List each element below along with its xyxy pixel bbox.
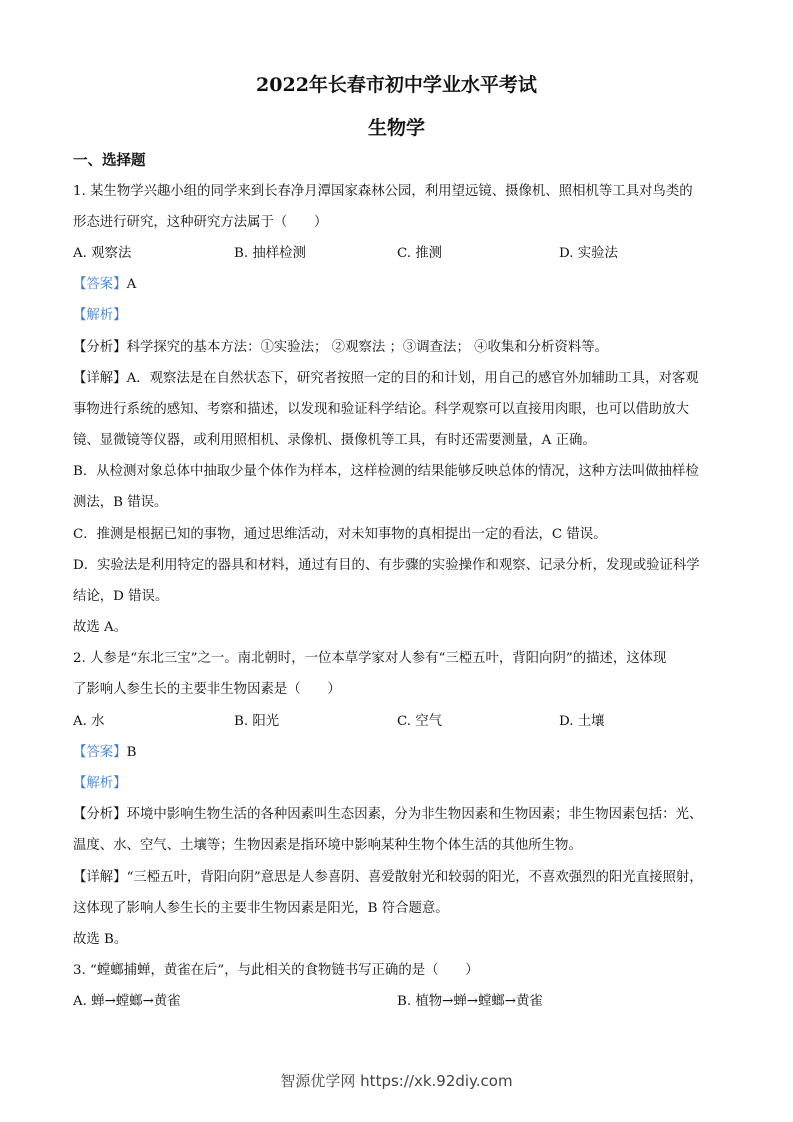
q2-option-c: C. 空气	[397, 714, 443, 729]
q2-option-b: B. 阳光	[234, 714, 280, 729]
q2-fenxi-line2: 温度、水、空气、土壤等；生物因素是指环境中影响某种生物个体生活的其他所生物。	[73, 838, 582, 853]
xiangjie-text: “三椏五叶，背阳向阴”意思是人参喜阴、喜爱散射光和较弱的阳光，不喜欢强烈的阳光直接照射，	[126, 870, 703, 885]
xiangjie-text: A．观察法是在自然状态下，研究者按照一定的目的和计划，用自己的感官外加辅助工具，对客观	[126, 371, 699, 386]
q3-stem-line1: 3. “螳螂捕蝉，黄雀在后”，与此相关的食物链书写正确的是（ ）	[73, 963, 479, 978]
q1-xiangjie-line1	[73, 370, 723, 388]
q1-option-a: A. 观察法	[73, 246, 132, 261]
q1-stem-line2: 形态进行研究，这种研究方法属于（ ）	[73, 215, 328, 230]
fenxi-tag: 【分析】	[73, 807, 127, 822]
q2-xiangjie-line2: 这体现了影响人参生长的主要非生物因素是阳光，B 符合题意。	[73, 901, 449, 916]
q3-option-a: A. 蝉→螳螂→黄雀	[73, 994, 181, 1009]
q1-xiangjie-line3: 镜、显微镜等仪器，或利用照相机、录像机、摄像机等工具，有时还需要测量，A 正确。	[73, 433, 596, 448]
q1-xiangjie-line5: 测法，B 错误。	[73, 495, 168, 510]
q1-xiangjie-line7: D．实验法是利用特定的器具和材料，通过有目的、有步骤的实验操作和观察、记录分析，发现或验证科学	[73, 558, 700, 573]
q2-option-d: D. 土壤	[559, 714, 605, 729]
q2-stem-line1: 2. 人参是“东北三宝”之一。南北朝时，一位本草学家对人参有“三椏五叶，背阳向阴”的描述，这体现	[73, 651, 667, 666]
q1-stem-line1: 1. 某生物学兴趣小组的同学来到长春净月潭国家森林公园，利用望远镜、摄像机、照相机等工具对鸟类的	[73, 184, 693, 199]
q2-analysis-tag: 【解析】	[73, 776, 127, 791]
xiangjie-tag: 【详解】	[73, 371, 127, 386]
q3-option-b: B. 植物→蝉→螳螂→黄雀	[397, 994, 543, 1009]
fenxi-text: 科学探究的基本方法：①实验法； ②观察法 ；③调查法； ④收集和分析资料等。	[126, 340, 609, 355]
section-heading: 一、选择题	[73, 152, 146, 169]
q1-fenxi	[73, 339, 723, 357]
answer-value: A	[126, 277, 137, 292]
q1-option-b: B. 抽样检测	[234, 246, 306, 261]
q1-answer	[73, 276, 723, 294]
q1-xiangjie-line6: C．推测是根据已知的事物，通过思维活动，对未知事物的真相提出一定的看法，C 错误。	[73, 527, 607, 542]
answer-tag: 【答案】	[73, 745, 127, 760]
q1-xiangjie-line4: B．从检测对象总体中抽取少量个体作为样本，这样检测的结果能够反映总体的情况，这种方法叫做抽样检	[73, 464, 699, 479]
footer-watermark: 智源优学网 https://xk.92diy.com	[280, 1072, 513, 1090]
q1-analysis-tag: 【解析】	[73, 308, 127, 323]
exam-title: 2022年长春市初中学业水平考试	[256, 74, 537, 96]
q2-stem-line2: 了影响人参生长的主要非生物因素是（ ）	[73, 682, 341, 697]
q2-conclusion: 故选 B。	[73, 932, 128, 947]
fenxi-tag: 【分析】	[73, 340, 127, 355]
q2-fenxi-line1	[73, 806, 723, 824]
answer-value: B	[126, 745, 137, 760]
q1-option-d: D. 实验法	[559, 246, 618, 261]
answer-tag: 【答案】	[73, 277, 127, 292]
fenxi-text: 环境中影响生物生活的各种因素叫生态因素，分为非生物因素和生物因素；非生物因素包括：光、	[126, 807, 703, 822]
q1-xiangjie-line2: 事物进行系统的感知、考察和描述，以发现和验证科学结论。科学观察可以直接用肉眼，也可以借助放大	[73, 402, 689, 417]
q2-answer	[73, 744, 723, 762]
q1-xiangjie-line8: 结论，D 错误。	[73, 589, 169, 604]
xiangjie-tag: 【详解】	[73, 870, 127, 885]
q2-option-a: A. 水	[73, 714, 105, 729]
q1-conclusion: 故选 A。	[73, 620, 128, 635]
q1-option-c: C. 推测	[397, 246, 443, 261]
q2-xiangjie-line1	[73, 869, 723, 887]
exam-subject: 生物学	[367, 117, 425, 139]
